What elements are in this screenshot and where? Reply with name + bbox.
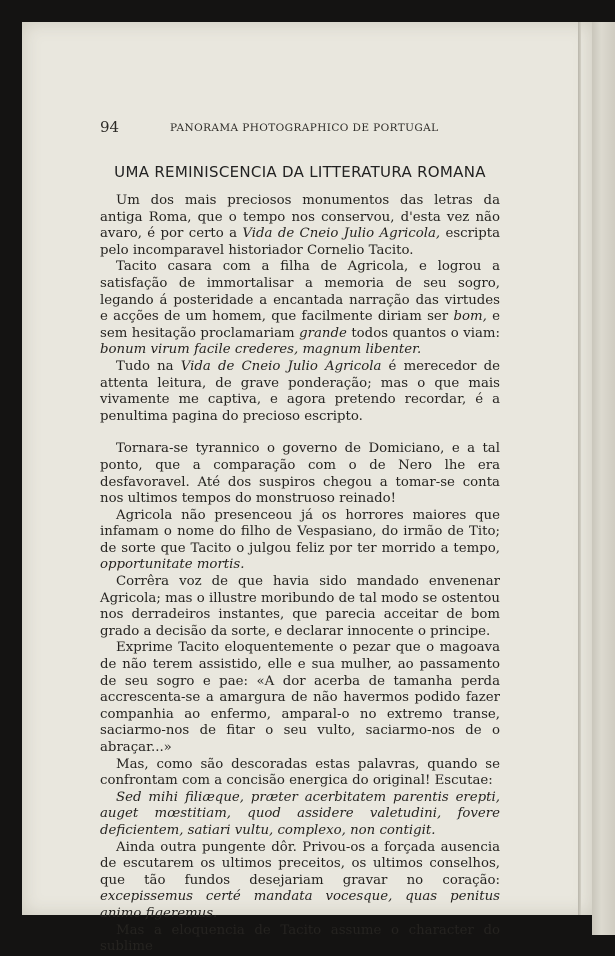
paragraph-9: Ainda outra pungente dôr. Privou-os a forçada ausencia de escutarem os ultimos preceitos, os ultimos conselhos, que tão fundos desejariam gravar no coração: excepissemus certé mandata vocesque, quas penitus animo figeremus. xyxy=(100,839,500,921)
next-page-edge xyxy=(592,22,615,935)
running-header xyxy=(100,118,470,136)
paragraph-3: Tudo na Vida de Cneio Julio Agricola é merecedor de attenta leitura, de grave ponderação; mas o que mais vivamente me captiva, e agora pretendo recordar, é a penultima pagina do precioso escripto. xyxy=(100,358,500,424)
page-number: 94 xyxy=(100,118,120,136)
paragraph-7: Exprime Tacito eloquentemente o pezar que o magoava de não terem assistido, elle e sua mulher, ao passamento de seu sogro e pae: «A dor acerba de tamanha perda accrescenta-se a amargura de não havermos podido fazer companhia ao enfermo, amparal-o no extremo transe, saciarmo-nos de fitar o seu vulto, saciarmo-nos de o abraçar...» xyxy=(100,640,500,755)
paragraph-4: Tornara-se tyrannico o governo de Domiciano, e a tal ponto, que a comparação com o de Nero lhe era desfavoravel. Até dos suspiros chegou a tomar-se conta nos ultimos tempos do monstruoso reinado! xyxy=(100,441,500,507)
running-title: PANORAMA PHOTOGRAPHICO DE PORTUGAL xyxy=(170,122,439,134)
paragraph-6: Corrêra voz de que havia sido mandado envenenar Agricola; mas o illustre moribundo de tal modo se ostentou nos derradeiros instantes, que parecia acceitar de bom grado a decisão da sorte, e declarar innocente o principe. xyxy=(100,574,500,639)
paragraph-8: Mas, como são descoradas estas palavras, quando se confrontam com a concisão energica do original! Escutae: xyxy=(100,756,500,789)
article-title: UMA REMINISCENCIA DA LITTERATURA ROMANA xyxy=(114,163,486,181)
paragraph-2: Tacito casara com a filha de Agricola, e logrou a satisfação de immortalisar a memoria de seu sogro, legando á posteridade a encantada narração das virtudes e acções de um homem, que facilmente diriam ser bom, e sem hesitação proclamariam grande todos quantos o viam: bonum virum facile crederes, magnum libenter. xyxy=(100,259,500,358)
paragraph-5: Agricola não presenceou já os horrores maiores que infamam o nome do filho de Vespasiano, do irmão de Tito; de sorte que Tacito o julgou feliz por ter morrido a tempo, opportunitate mortis. xyxy=(100,507,500,573)
paragraph-1: Um dos mais preciosos monumentos das letras da antiga Roma, que o tempo nos conservou, d'esta vez não avaro, é por certo a Vida de Cneio Julio Agricola, escripta pelo incomparavel historiador Cornelio Tacito. xyxy=(100,193,500,258)
paragraph-10: Mas a eloquencia de Tacito assume o character do sublime xyxy=(100,922,500,955)
article-body xyxy=(100,193,500,956)
latin-quote: Sed mihi filiæque, præter acerbitatem parentis erepti, auget mœstitiam, quod assidere valetudini, fovere deficientem, satiari vultu, complexo, non contigit. xyxy=(100,789,500,838)
page-gutter-edge xyxy=(578,22,581,915)
